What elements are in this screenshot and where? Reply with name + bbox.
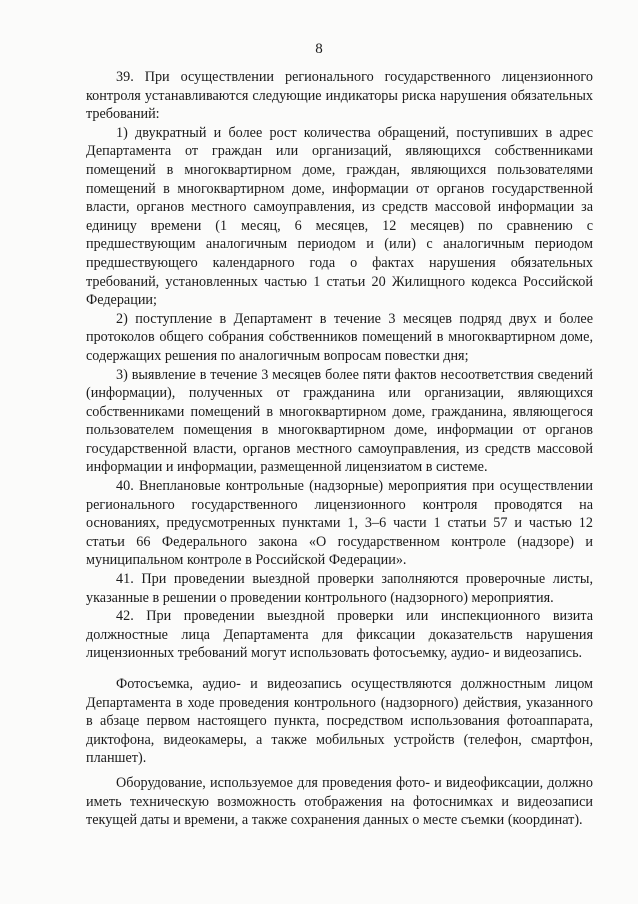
paragraph-39-item-3: 3) выявление в течение 3 месяцев более пяти фактов несоответствия сведений (информации), полученных от гражданина или организации, являющихся собственниками помещений в многоквартирном доме, гражданина, являющегося пользователем помещения в многоквартирном доме, информации от органов государственной власти, органов местного самоуправления, из средств массовой информации и информации, размещенной лицензиатом в системе. (86, 366, 593, 476)
paragraph-39-item-1: 1) двукратный и более рост количества обращений, поступивших в адрес Департамента от граждан или организаций, являющихся собственниками помещений в многоквартирном доме, граждан, являющихся пользователями помещений в многоквартирном доме, информации от органов государственной власти, органов местного самоуправления, из средств массовой информации за единицу времени (1 месяц, 6 месяцев, 12 месяцев) по сравнению с предшествующим аналогичным периодом и (или) с аналогичным периодом предшествующего календарного года о фактах нарушения обязательных требований, установленных частью 1 статьи 20 Жилищного кодекса Российской Федерации; (86, 124, 593, 309)
paragraph-42-equipment: Оборудование, используемое для проведения фото- и видеофиксации, должно иметь техническую возможность отображения на фотоснимках и видеозаписи текущей даты и времени, а также сохранения данных о месте съемки (координат). (86, 774, 593, 829)
paragraph-42: 42. При проведении выездной проверки или инспекционного визита должностные лица Департамента для фиксации доказательств нарушения лицензионных требований могут использовать фотосъемку, аудио- и видеозапись. (86, 608, 593, 662)
paragraph-40: 40. Внеплановые контрольные (надзорные) мероприятия при осуществлении регионального государственного лицензионного контроля проводятся на основаниях, предусмотренных пунктами 1, 3–6 части 1 статьи 57 и частью 12 статьи 66 Федерального закона «О государственном контроле (надзоре) и муниципальном контроле в Российской Федерации». (86, 478, 593, 569)
document-body (86, 68, 593, 830)
paragraph-39: 39. При осуществлении регионального государственного лицензионного контроля устанавливаются следующие индикаторы риска нарушения обязательных требований: (86, 69, 593, 123)
page-number: 8 (315, 41, 323, 57)
paragraph-42-photo-video: Фотосъемка, аудио- и видеозапись осуществляются должностным лицом Департамента в ходе проведения контрольного (надзорного) действия, указанного в абзаце первом настоящего пункта, посредством использования фотоаппарата, диктофона, видеокамеры, а также мобильных устройств (телефон, смартфон, планшет). (86, 676, 593, 767)
paragraph-39-item-2: 2) поступление в Департамент в течение 3 месяцев подряд двух и более протоколов общего собрания собственников помещений в многоквартирном доме, содержащих решения по аналогичным вопросам повестки дня; (86, 310, 593, 364)
paragraph-41: 41. При проведении выездной проверки заполняются проверочные листы, указанные в решении о проведении контрольного (надзорного) мероприятия. (86, 571, 593, 606)
